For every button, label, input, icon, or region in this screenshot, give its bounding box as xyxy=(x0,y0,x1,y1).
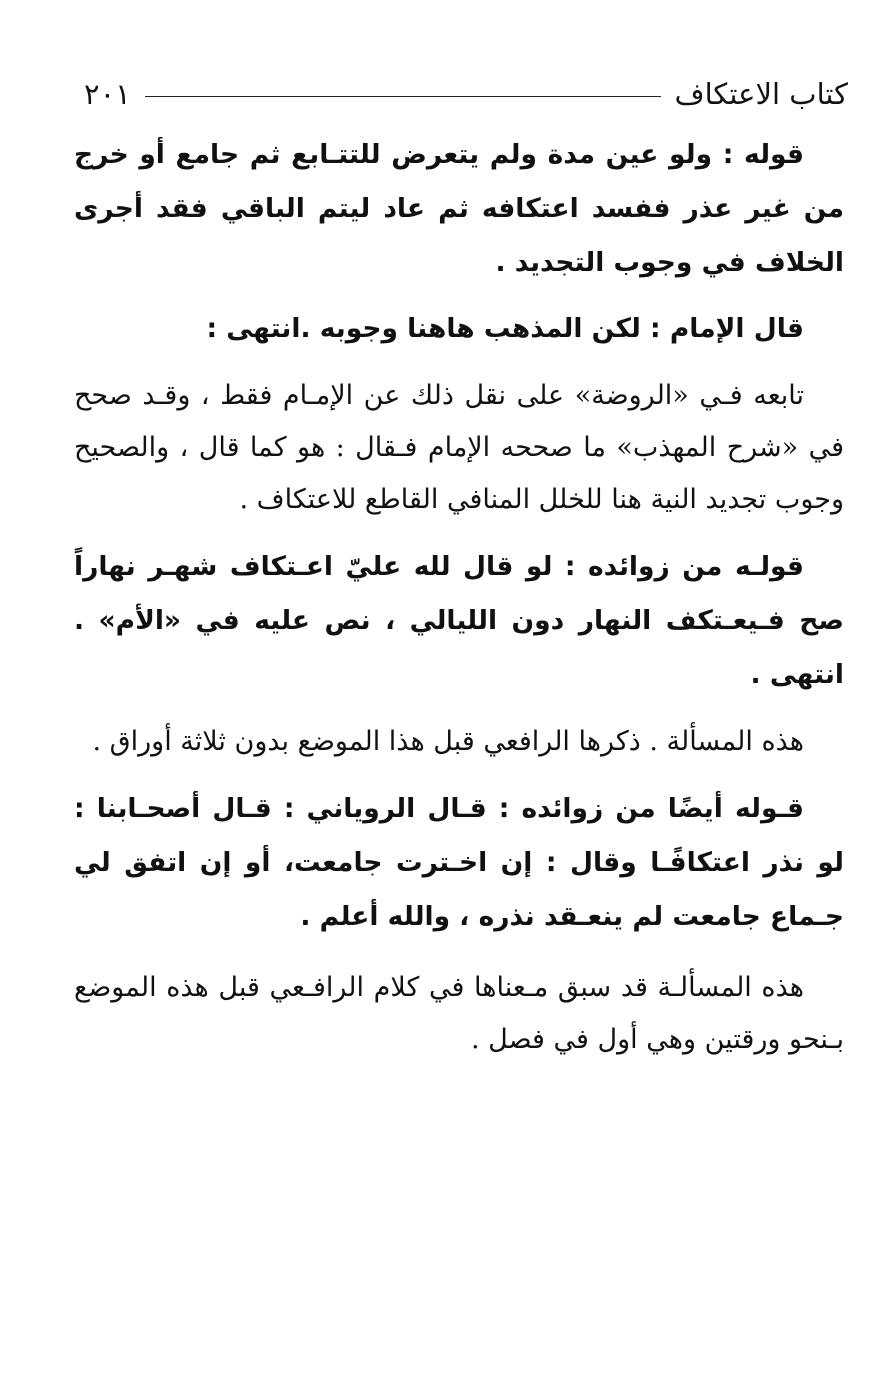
paragraph-quote-2: قال الإمام : لكن المذهب هاهنا وجوبه .انتهى : xyxy=(206,313,804,344)
header-rule xyxy=(145,96,661,97)
paragraph-quote-1: قوله : ولو عين مدة ولم يتعرض للتتـابع ثم جامع أو خرج من غير عذر ففسد اعتكافه ثم عاد ليتم الباقي فقد أجرى الخلاف في وجوب التجديد . xyxy=(74,139,844,278)
running-title: كتاب الاعتكاف xyxy=(674,77,848,111)
paragraph-quote-4: قـوله أيضًا من زوائده : قـال الروياني : قـال أصحـابنا : لو نذر اعتكافًـا وقال : إن اخـترت جامعت، أو إن اتفق لي جـماع جامعت لم ينعـقد نذره ، والله أعلم . xyxy=(74,793,844,932)
page-header xyxy=(84,74,848,114)
paragraph-commentary-3: هذه المسألـة قد سبق مـعناها في كلام الرافـعي قبل هذه الموضع بـنحو ورقتين وهي أول في فصل . xyxy=(74,972,844,1055)
paragraph-commentary-2: هذه المسألة . ذكرها الرافعي قبل هذا الموضع بدون ثلاثة أوراق . xyxy=(92,726,804,757)
paragraph-quote-3: قولـه من زوائده : لو قال لله عليّ اعـتكاف شهـر نهاراً صح فـيعـتكف النهار دون الليالي ، نص عليه في «الأم» . انتهى . xyxy=(74,551,844,690)
page-number: ٢٠١ xyxy=(84,77,131,111)
page-body xyxy=(74,126,844,1066)
paragraph-commentary-1: تابعه فـي «الروضة» على نقل ذلك عن الإمـام فقط ، وقـد صحح في «شرح المهذب» ما صححه الإمام فـقال : هو كما قال ، والصحيح وجوب تجديد النية هنا للخلل المنافي القاطع للاعتكاف . xyxy=(74,380,844,515)
